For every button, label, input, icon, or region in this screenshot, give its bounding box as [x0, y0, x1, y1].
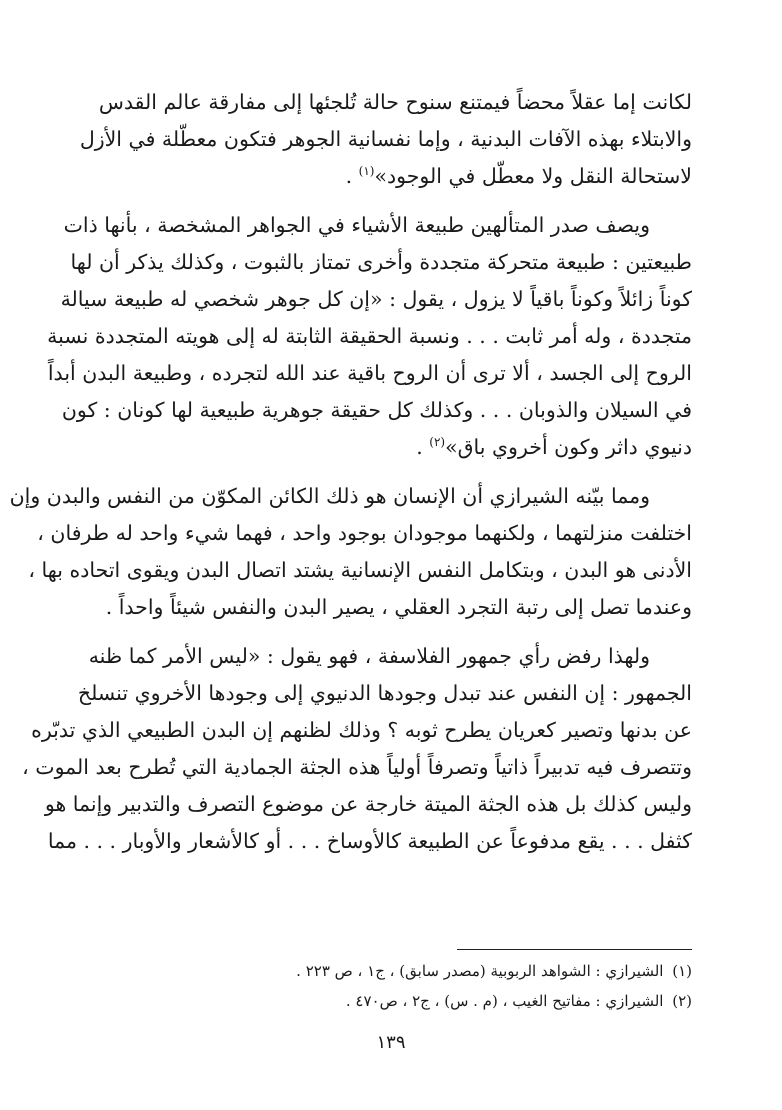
- footnote-reference: (٢): [429, 435, 446, 450]
- paragraph-1: [79, 84, 692, 195]
- text-line: وتتصرف فيه تدبيراً ذاتياً وتصرفاً أولياً هذه الجثة الجمادية التي تُطرح بعد الموت ،: [22, 755, 692, 779]
- footnote-text: الشيرازي : مفاتيح الغيب ، (م . س) ، ج٢ ، ص٤٧٠ .: [345, 992, 664, 1010]
- footnote-1: [92, 956, 692, 986]
- footnote-number: (٢): [672, 992, 692, 1010]
- text-line: ومما بيّنه الشيرازي أن الإنسان هو ذلك الكائن المكوّن من النفس والبدن وإن: [9, 484, 650, 508]
- text-line-content: دنيوي داثر وكون أخروي باق»: [445, 435, 692, 459]
- paragraph-2: [47, 207, 692, 466]
- text-line: والابتلاء بهذه الآفات البدنية ، وإما نفسانية الجوهر فتكون معطّلة في الأزل: [79, 127, 692, 151]
- footnotes: [92, 956, 692, 1016]
- text-line: متجددة ، وله أمر ثابت . . . ونسبة الحقيقة الثابتة له إلى هويته المتجددة نسبة: [47, 324, 692, 348]
- footnote-2: [92, 986, 692, 1016]
- text-line: وعندما تصل إلى رتبة التجرد العقلي ، يصير البدن والنفس شيئاً واحداً .: [105, 595, 692, 619]
- text-line: في السيلان والذوبان . . . وكذلك كل حقيقة جوهرية طبيعية لها كونان : كون: [61, 398, 692, 422]
- footnote-number: (١): [672, 962, 692, 980]
- body-text: [9, 84, 692, 872]
- text-line-content: لاستحالة النقل ولا معطّل في الوجود»: [374, 164, 692, 188]
- book-page: [0, 84, 782, 1094]
- text-line: [82, 429, 692, 466]
- footnote-reference: (١): [358, 164, 375, 179]
- sentence-end: .: [416, 435, 430, 459]
- text-line: الأدنى هو البدن ، وبتكامل النفس الإنسانية يشتد اتصال البدن ويقوى اتحاده بها ،: [28, 558, 692, 582]
- text-line: ويصف صدر المتألهين طبيعة الأشياء في الجواهر المشخصة ، بأنها ذات: [63, 213, 650, 237]
- text-line: كوناً زائلاً وكوناً باقياً لا يزول ، يقول : «إن كل جوهر شخصي له طبيعة سيالة: [60, 287, 692, 311]
- paragraph-3: [9, 478, 692, 626]
- sentence-end: .: [345, 164, 359, 188]
- footnote-text: الشيرازي : الشواهد الربوبية (مصدر سابق) ، ج١ ، ص ٢٢٣ .: [296, 962, 664, 980]
- text-line: اختلفت منزلتهما ، ولكنهما موجودان بوجود واحد ، فهما شيء واحد له طرفان ،: [37, 521, 692, 545]
- text-line: [82, 158, 692, 195]
- text-line: الجمهور : إن النفس عند تبدل وجودها الدنيوي إلى وجودها الأخروي تنسلخ: [77, 681, 692, 705]
- text-line: ولهذا رفض رأي جمهور الفلاسفة ، فهو يقول : «ليس الأمر كما ظنه: [88, 644, 650, 668]
- text-line: عن بدنها وتصير كعريان يطرح ثوبه ؟ وذلك لظنهم إن البدن الطبيعي الذي تدبّره: [31, 718, 692, 742]
- text-line: الروح إلى الجسد ، ألا ترى أن الروح باقية عند الله لتجرده ، وطبيعة البدن أبداً: [47, 361, 692, 385]
- page-number: ١٣٩: [376, 1032, 406, 1053]
- footnote-divider: [457, 949, 692, 950]
- text-line: طبيعتين : طبيعة متحركة متجددة وأخرى تمتاز بالثبوت ، وكذلك يذكر أن لها: [70, 250, 692, 274]
- text-line: لكانت إما عقلاً محضاً فيمتنع سنوح حالة تُلجئها إلى مفارقة عالم القدس: [98, 90, 692, 114]
- text-line: كثفل . . . يقع مدفوعاً عن الطبيعة كالأوساخ . . . أو كالأشعار والأوبار . . . مما: [47, 829, 692, 853]
- paragraph-4: [22, 638, 692, 860]
- text-line: وليس كذلك بل هذه الجثة الميتة خارجة عن موضوع التصرف والتدبير وإنما هو: [44, 792, 692, 816]
